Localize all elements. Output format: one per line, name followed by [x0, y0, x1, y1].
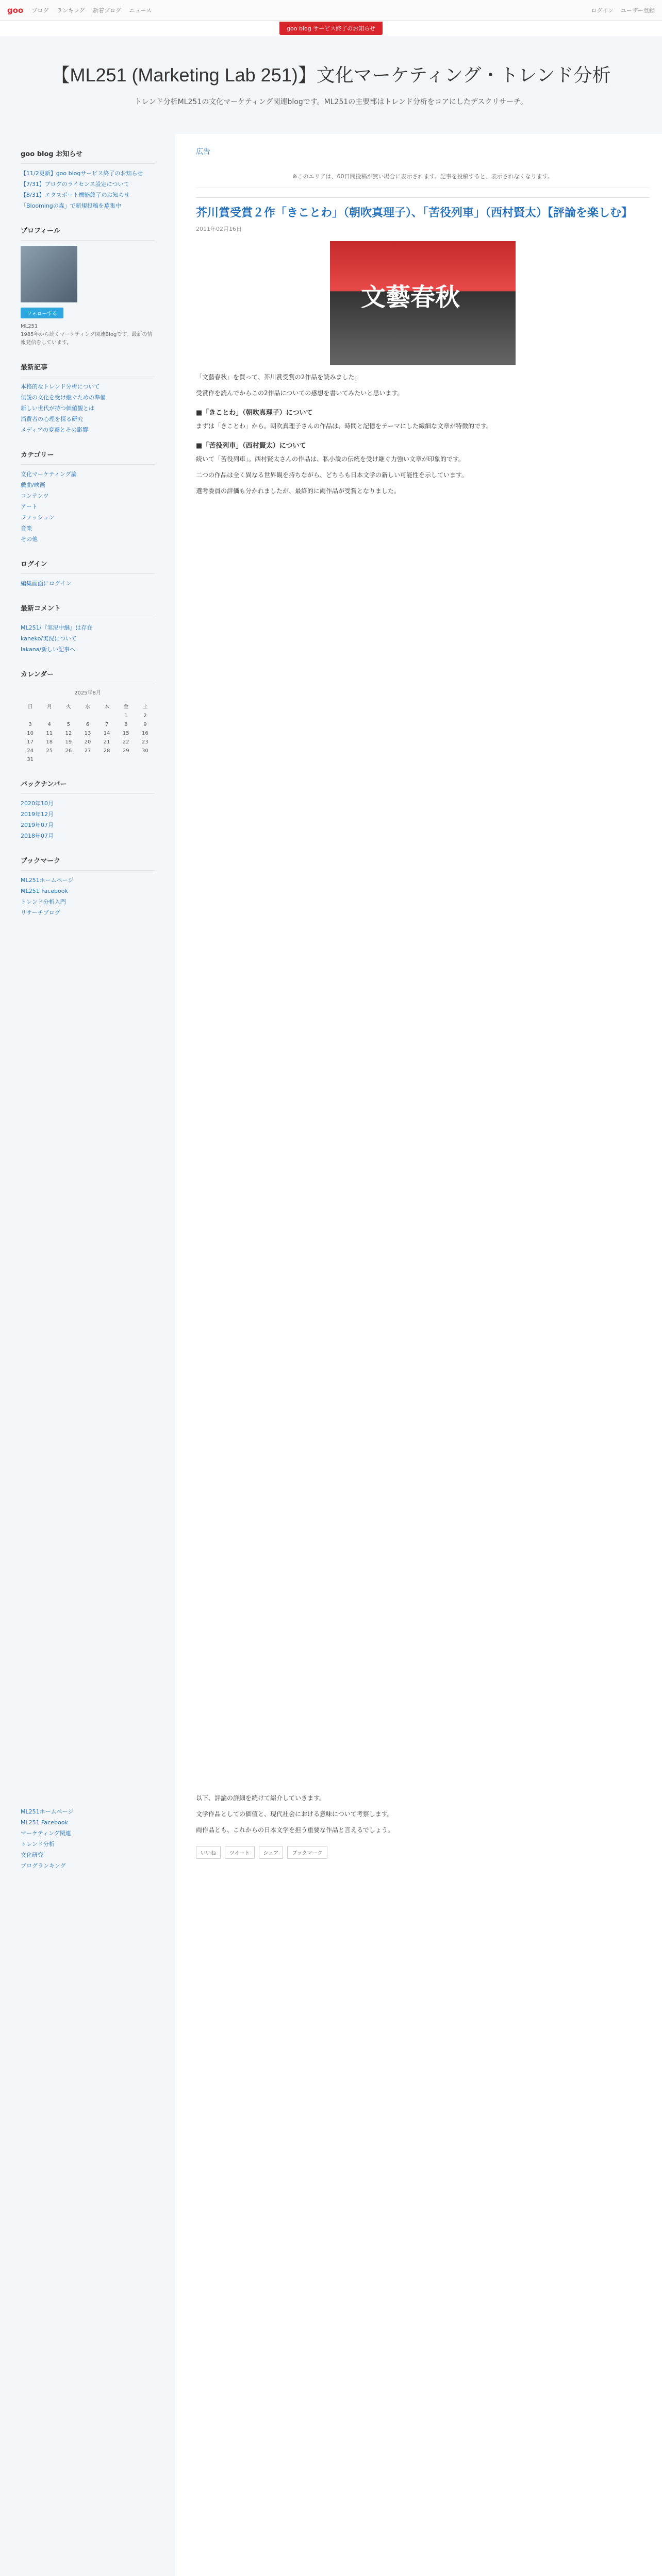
nav-blog[interactable]: ブログ [31, 7, 49, 14]
weekday: 火 [65, 704, 71, 710]
recent-module [21, 362, 155, 435]
cal-day: 8 [124, 722, 128, 727]
cal-day: 7 [105, 722, 109, 727]
side-link[interactable]: トレンド分析 [21, 1841, 55, 1848]
notice-item[interactable]: 【8/31】エクスポート機能終了のお知らせ [21, 192, 130, 198]
recent-item[interactable]: 消費者の心理を探る研究 [21, 416, 83, 422]
entry-date: 2011年02月16日 [196, 226, 242, 232]
weekday: 水 [85, 704, 90, 710]
bookmark-title: ブックマーク [21, 855, 155, 871]
goo-logo[interactable]: goo [7, 5, 24, 15]
entry-paragraph: 受賞作を読んでからこの2作品についての感想を書いてみたいと思います。 [196, 389, 404, 397]
entry-body-continued [196, 1783, 650, 1859]
cal-day [78, 711, 97, 720]
recent-item[interactable]: 伝説の文化を受け継ぐための準備 [21, 394, 106, 401]
notice-item[interactable]: 【11/2更新】goo blogサービス終了のお知らせ [21, 170, 143, 177]
weekday: 日 [27, 704, 33, 710]
account-links [591, 6, 655, 14]
cal-day: 1 [124, 713, 128, 719]
side-link[interactable]: ML251ホームページ [21, 1808, 74, 1815]
category-item[interactable]: その他 [21, 536, 38, 543]
cal-day: 22 [122, 739, 129, 745]
calendar-table [21, 701, 155, 764]
entry-paragraph: まずは「きことわ」から。朝吹真理子さんの作品は、時間と記憶をテーマにした繊細な文章が特徴的です。 [196, 422, 493, 430]
side-link[interactable]: マーケティング関連 [21, 1830, 71, 1837]
cal-day: 4 [47, 722, 51, 727]
nav-ranking[interactable]: ランキング [56, 7, 85, 14]
profile-title: プロフィール [21, 225, 155, 241]
section-heading: ■「苦役列車」（西村賢太）について [196, 442, 306, 450]
cal-day: 18 [46, 739, 53, 745]
backnumber-module [21, 778, 155, 841]
cal-day: 16 [142, 731, 148, 736]
cal-day [136, 755, 155, 764]
notice-item[interactable]: 【7/31】ブログのライセンス設定について [21, 181, 129, 188]
entry-paragraph: 両作品とも、これからの日本文学を担う重要な作品と言えるでしょう。 [196, 1826, 394, 1834]
login-link-item[interactable]: 編集画面にログイン [21, 580, 72, 587]
comment-item[interactable]: ML251/『実況中継』は存在 [21, 624, 93, 631]
share-button[interactable]: シェア [259, 1846, 284, 1859]
tweet-button[interactable]: ツイート [225, 1846, 255, 1859]
section-heading: ■「きことわ」（朝吹真理子）について [196, 409, 313, 417]
category-item[interactable]: コンテンツ [21, 493, 49, 499]
recent-item[interactable]: メディアの変遷とその影響 [21, 427, 89, 433]
category-item[interactable]: 音楽 [21, 525, 32, 532]
cal-day: 11 [46, 731, 53, 736]
category-item[interactable]: 文化マーケティング論 [21, 471, 77, 478]
cal-day: 3 [28, 722, 32, 727]
cal-day: 28 [103, 748, 110, 754]
continued-section [0, 1783, 662, 2576]
cal-day: 17 [27, 739, 34, 745]
cal-day: 21 [103, 739, 110, 745]
calendar-month: 2025年8月 [74, 690, 101, 696]
cal-day [40, 755, 59, 764]
backnumber-title: バックナンバー [21, 778, 155, 794]
cal-day: 20 [84, 739, 91, 745]
cal-day [59, 755, 78, 764]
bookmark-item[interactable]: トレンド分析入門 [21, 899, 66, 905]
sidebar-continued [0, 1783, 175, 2576]
entry-image[interactable] [330, 241, 516, 365]
ad-label: 広告 [196, 148, 210, 156]
sidebar [0, 134, 175, 1783]
cal-day [78, 755, 97, 764]
cal-day [97, 711, 117, 720]
global-nav [31, 6, 158, 14]
weekday: 金 [123, 704, 129, 710]
entry-paragraph: 選考委員の評価も分かれましたが、最終的に両作品が受賞となりました。 [196, 487, 401, 495]
avatar[interactable] [21, 246, 77, 302]
bookmark-item[interactable]: ML251 Facebook [21, 888, 68, 894]
entry-body [196, 372, 650, 497]
cal-day: 5 [67, 722, 71, 727]
main-content [196, 134, 650, 502]
side-link[interactable]: 文化研究 [21, 1852, 43, 1858]
bookmark-module [21, 855, 155, 918]
service-end-notice[interactable]: goo blog サービス終了のお知らせ [279, 22, 383, 35]
cal-day: 12 [65, 731, 72, 736]
comments-title: 最新コメント [21, 603, 155, 618]
categories-title: カテゴリー [21, 449, 155, 465]
calendar-title: カレンダー [21, 669, 155, 684]
like-button[interactable]: いいね [196, 1846, 221, 1859]
recent-item[interactable]: 新しい世代が持つ価値観とは [21, 405, 94, 412]
entry-paragraph: 以下、評論の詳細を続けて紹介していきます。 [196, 1794, 326, 1802]
side-link[interactable]: ブログランキング [21, 1862, 66, 1869]
calendar-module [21, 669, 155, 764]
backnumber-item[interactable]: 2019年07月 [21, 822, 54, 828]
cal-day [40, 711, 59, 720]
category-item[interactable]: 戯曲/映画 [21, 482, 45, 488]
weekday: 月 [46, 704, 52, 710]
cal-day [117, 755, 136, 764]
entry-paragraph: 文学作品としての価値と、現代社会における意味について考察します。 [196, 1810, 393, 1818]
notice-item[interactable]: 「Bloomingの森」で新規投稿を募集中 [21, 202, 121, 209]
profile-module [21, 225, 155, 347]
cal-day: 25 [46, 748, 53, 754]
categories-module [21, 449, 155, 544]
cal-day: 9 [143, 722, 147, 727]
cal-day: 2 [143, 713, 147, 719]
cal-day: 26 [65, 748, 72, 754]
ad-notice: ※このエリアは、60日間投稿が無い場合に表示されます。記事を投稿すると、表示されなくなります。 [196, 172, 650, 188]
share-buttons [196, 1846, 650, 1859]
recent-title: 最新記事 [21, 362, 155, 377]
category-item[interactable]: ファッション [21, 514, 55, 521]
bookmark-item[interactable]: ML251ホームページ [21, 877, 74, 884]
blog-description: トレンド分析ML251の文化マーケティング関連blogです。ML251の主要部はトレンド分析をコアにしたデスクリサーチ。 [134, 98, 528, 106]
cal-day: 24 [27, 748, 34, 754]
weekday: 土 [142, 704, 148, 710]
follow-button[interactable]: フォローする [21, 308, 63, 318]
notice-title: goo blog お知らせ [21, 148, 155, 164]
cal-day: 15 [122, 731, 129, 736]
cal-day: 30 [142, 748, 148, 754]
cal-day: 31 [27, 757, 34, 762]
entry-paragraph: 二つの作品は全く異なる世界観を持ちながら、どちらも日本文学の新しい可能性を示しています。 [196, 471, 468, 479]
cal-day [97, 755, 117, 764]
profile-name[interactable]: ML251 [21, 324, 38, 329]
entry-title[interactable]: 芥川賞受賞２作「きことわ」（朝吹真理子）、「苦役列車」（西村賢太）【評論を楽しむ】 [196, 197, 650, 222]
cal-day: 23 [142, 739, 148, 745]
nav-new[interactable]: 新着ブログ [93, 7, 122, 14]
bookmark-item[interactable]: リサーチブログ [21, 909, 60, 916]
login-link[interactable]: ログイン [591, 7, 614, 14]
cal-day [59, 711, 78, 720]
global-bar [0, 0, 662, 21]
backnumber-item[interactable]: 2018年07月 [21, 833, 54, 839]
weekday: 木 [104, 704, 110, 710]
service-notice [0, 22, 662, 35]
category-item[interactable]: アート [21, 503, 38, 510]
cal-day: 29 [122, 748, 129, 754]
backnumber-item[interactable]: 2020年10月 [21, 800, 54, 807]
login-title: ログイン [21, 558, 155, 574]
bookmark-button[interactable]: ブックマーク [287, 1846, 327, 1859]
cal-day: 14 [103, 731, 110, 736]
notice-module [21, 148, 155, 211]
cal-day: 10 [27, 731, 34, 736]
cal-day: 27 [84, 748, 91, 754]
comment-item[interactable]: kaneko/実況について [21, 635, 77, 642]
register-link[interactable]: ユーザー登録 [621, 7, 655, 14]
comment-item[interactable]: lakana/新しい記事へ [21, 646, 76, 653]
blog-title[interactable]: 【ML251 (Marketing Lab 251)】文化マーケティング・トレンド分析 [51, 64, 611, 86]
side-link[interactable]: ML251 Facebook [21, 1819, 68, 1826]
nav-news[interactable]: ニュース [129, 7, 152, 14]
backnumber-item[interactable]: 2019年12月 [21, 811, 54, 818]
cal-day: 19 [65, 739, 72, 745]
cal-day: 6 [86, 722, 90, 727]
cal-day [21, 711, 40, 720]
cal-day: 13 [84, 731, 91, 736]
image-caption: 文藝春秋 [361, 283, 460, 312]
entry-paragraph: 「文藝春秋」を買って、芥川賞受賞の2作品を読みました。 [196, 374, 361, 381]
recent-item[interactable]: 本格的なトレンド分析について [21, 383, 100, 390]
login-module [21, 558, 155, 588]
comments-module [21, 603, 155, 654]
entry-paragraph: 続いて「苦役列車」。西村賢太さんの作品は、私小説の伝統を受け継ぐ力強い文章が印象的です。 [196, 455, 465, 463]
blog-header [0, 36, 662, 134]
profile-text: 1985年から続くマーケティング関連Blogです。最新の情報発信をしています。 [21, 332, 153, 346]
